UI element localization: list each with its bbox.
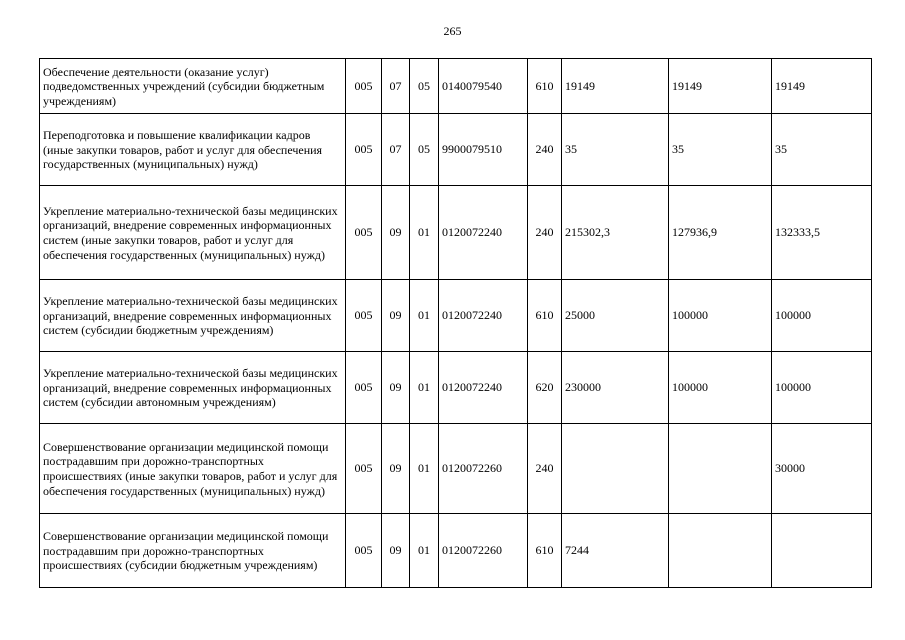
amount-cell: 100000 <box>669 352 772 424</box>
row-description: Укрепление материально-технической базы медицинских организаций, внедрение современных информационных систем (иные закупки товаров, работ и услуг для обеспечения государственных (муниципальных) нужд) <box>40 186 346 280</box>
amount-cell <box>772 514 872 588</box>
amount-cell: 30000 <box>772 424 872 514</box>
section-code: 09 <box>382 514 410 588</box>
amount-cell: 19149 <box>669 59 772 114</box>
amount-cell: 230000 <box>562 352 669 424</box>
expense-type-code: 240 <box>528 186 562 280</box>
section-code: 07 <box>382 114 410 186</box>
row-description: Обеспечение деятельности (оказание услуг) подведомственных учреждений (субсидии бюджетным учреждениям) <box>40 59 346 114</box>
amount-cell: 100000 <box>669 280 772 352</box>
target-article-code: 9900079510 <box>439 114 528 186</box>
section-code: 09 <box>382 186 410 280</box>
amount-cell: 100000 <box>772 352 872 424</box>
amount-cell: 35 <box>669 114 772 186</box>
section-code: 09 <box>382 424 410 514</box>
amount-cell: 127936,9 <box>669 186 772 280</box>
subsection-code: 01 <box>410 424 439 514</box>
ministry-code: 005 <box>346 424 382 514</box>
subsection-code: 05 <box>410 114 439 186</box>
section-code: 07 <box>382 59 410 114</box>
table-row <box>40 352 872 424</box>
target-article-code: 0120072240 <box>439 186 528 280</box>
section-code: 09 <box>382 280 410 352</box>
subsection-code: 01 <box>410 280 439 352</box>
row-description: Переподготовка и повышение квалификации кадров (иные закупки товаров, работ и услуг для обеспечения государственных (муниципальных) нужд) <box>40 114 346 186</box>
table-row <box>40 514 872 588</box>
target-article-code: 0140079540 <box>439 59 528 114</box>
expense-type-code: 240 <box>528 424 562 514</box>
amount-cell: 25000 <box>562 280 669 352</box>
amount-cell: 132333,5 <box>772 186 872 280</box>
expense-type-code: 610 <box>528 280 562 352</box>
amount-cell: 19149 <box>562 59 669 114</box>
amount-cell <box>669 514 772 588</box>
amount-cell: 19149 <box>772 59 872 114</box>
expense-type-code: 610 <box>528 514 562 588</box>
row-description: Укрепление материально-технической базы медицинских организаций, внедрение современных информационных систем (субсидии бюджетным учреждениям) <box>40 280 346 352</box>
target-article-code: 0120072260 <box>439 514 528 588</box>
expense-type-code: 610 <box>528 59 562 114</box>
amount-cell: 35 <box>772 114 872 186</box>
target-article-code: 0120072240 <box>439 352 528 424</box>
amount-cell <box>562 424 669 514</box>
subsection-code: 01 <box>410 352 439 424</box>
subsection-code: 01 <box>410 514 439 588</box>
amount-cell: 35 <box>562 114 669 186</box>
budget-table <box>39 58 872 588</box>
ministry-code: 005 <box>346 514 382 588</box>
ministry-code: 005 <box>346 280 382 352</box>
expense-type-code: 240 <box>528 114 562 186</box>
table-row <box>40 280 872 352</box>
section-code: 09 <box>382 352 410 424</box>
expense-type-code: 620 <box>528 352 562 424</box>
ministry-code: 005 <box>346 352 382 424</box>
amount-cell: 215302,3 <box>562 186 669 280</box>
target-article-code: 0120072240 <box>439 280 528 352</box>
page-number: 265 <box>443 24 462 38</box>
table-row <box>40 114 872 186</box>
table-row <box>40 186 872 280</box>
ministry-code: 005 <box>346 186 382 280</box>
subsection-code: 01 <box>410 186 439 280</box>
amount-cell: 100000 <box>772 280 872 352</box>
subsection-code: 05 <box>410 59 439 114</box>
amount-cell: 7244 <box>562 514 669 588</box>
target-article-code: 0120072260 <box>439 424 528 514</box>
ministry-code: 005 <box>346 114 382 186</box>
table-row <box>40 424 872 514</box>
row-description: Совершенствование организации медицинской помощи пострадавшим при дорожно-транспортных происшествиях (субсидии бюджетным учреждениям) <box>40 514 346 588</box>
ministry-code: 005 <box>346 59 382 114</box>
table-row <box>40 59 872 114</box>
row-description: Укрепление материально-технической базы медицинских организаций, внедрение современных информационных систем (субсидии автономным учреждениям) <box>40 352 346 424</box>
row-description: Совершенствование организации медицинской помощи пострадавшим при дорожно-транспортных происшествиях (иные закупки товаров, работ и услуг для обеспечения государственных (муниципальных) нужд) <box>40 424 346 514</box>
amount-cell <box>669 424 772 514</box>
